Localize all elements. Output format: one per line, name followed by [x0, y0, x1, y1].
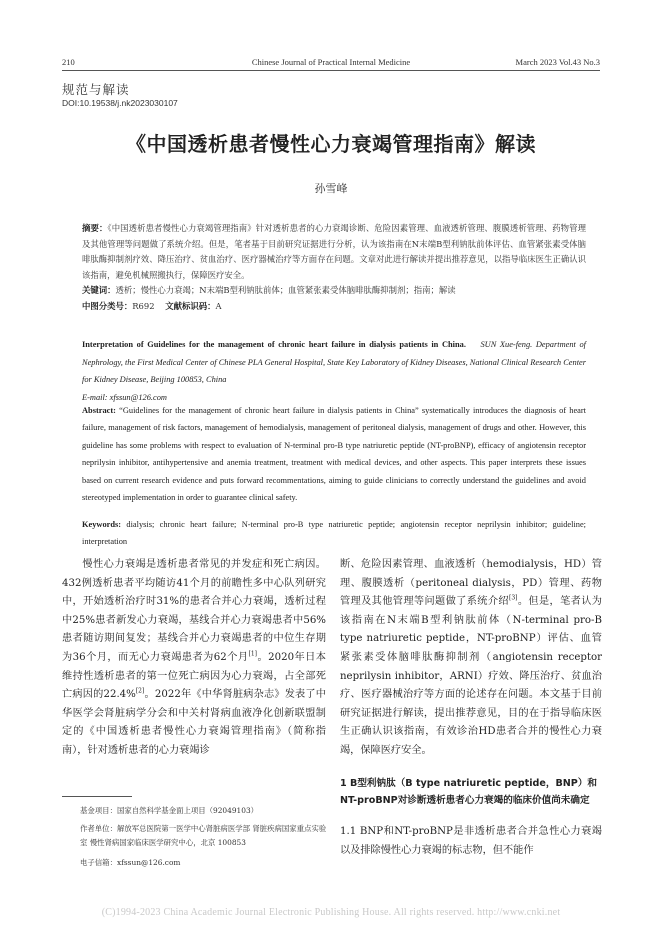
body-paragraph: 。但是，笔者认为该指南在N末端B型利钠肽前体（N-terminal pro-B type natriuretic peptide，NT-proBNP）评估、血管紧张素受体脑啡肽酶抑制剂（angiotensin receptor neprilysin inhibitor，ARNI）疗效、降压治疗、贫血治疗、医疗器械治疗等方面的论述存在问题。本文基于目前研究证据进行解读，提出推荐意见，目的在于指导临床医生正确认识该指南，有效诊治HD患者合并的慢性心力衰竭，保障医疗安全。: [340, 596, 602, 756]
english-title-block: [82, 336, 586, 406]
english-title: Interpretation of Guidelines for the management of chronic heart failure in dialysis patients in China.: [82, 340, 466, 349]
english-email: E-mail: xfssun@126.com: [82, 392, 167, 402]
clc-value: R692: [132, 300, 155, 311]
citation-1: [1]: [248, 650, 258, 658]
chinese-abstract-body: [82, 221, 586, 283]
body-paragraph: 断、危险因素管理、血液透析（hemodialysis，HD）管理、腹膜透析（peritoneal dialysis，PD）管理、药物管理及其他管理等问题做了系统介绍: [340, 559, 602, 608]
chinese-keywords: [82, 283, 586, 299]
classification: [82, 299, 586, 315]
english-abstract-label: Abstract:: [82, 406, 116, 415]
body-paragraph: 。2020年日本维持性透析患者的第一位死亡病因为心力衰竭，占全部死亡病因的22.4%: [62, 651, 326, 701]
english-keywords-label: Keywords:: [82, 520, 122, 529]
english-author: SUN Xue-feng.: [480, 340, 533, 349]
body-paragraph: 。2022年《中华肾脏病杂志》发表了中华医学会肾脏病学分会和中关村肾病血液净化创新联盟制定的《中国透析患者慢性心力衰竭管理指南》（简称指南），针对透析患者的心力衰竭诊: [62, 689, 326, 756]
english-keywords: [82, 516, 586, 551]
keywords-label: 关键词：: [82, 285, 116, 295]
abstract-text: 《中国透析患者慢性心力衰竭管理指南》针对透析患者的心力衰竭诊断、危险因素管理、血液透析管理、腹膜透析管理、药物管理及其他管理等问题做了系统介绍。但是，笔者基于目前研究证据进行分析，认为该指南在N末端B型利钠肽前体评估、血管紧张素受体脑啡肽酶抑制剂疗效、降压治疗、贫血治疗、医疗器械治疗等方面存在问题。文章对此进行解读并提出推荐意见，以指导临床医生正确认识该指南，避免机械照搬执行，保障医疗安全。: [82, 223, 586, 280]
body-paragraph: 慢性心力衰竭是透析患者常见的并发症和死亡病因。432例透析患者平均随访41个月的前瞻性多中心队列研究中，开始透析治疗时31%的患者合并心力衰竭，透析过程中25%患者新发心力衰竭，基线合并心力衰竭患者中56%患者随访期间复发；基线合并心力衰竭患者的中位生存期为36个月，而无心力衰竭患者为62个月: [62, 559, 326, 663]
doc-code-label: 文献标识码：: [165, 300, 216, 311]
chinese-abstract: [82, 221, 586, 314]
section-1-heading: 1 B型利钠肽（B type natriuretic peptide，BNP）和NT-proBNP对诊断透析患者心力衰竭的临床价值尚未确定: [340, 778, 598, 806]
english-keywords-text: dialysis; chronic heart failure; N-terminal pro-B type natriuretic peptide; angiotensin receptor neprilysin inhibitor; guideline; interpretation: [82, 520, 587, 547]
citation-3: [3]: [509, 594, 518, 602]
english-abstract: [82, 402, 586, 506]
journal-name: Chinese Journal of Practical Internal Medicine: [251, 57, 411, 67]
footnote-affiliation: 作者单位：解放军总医院第一医学中心肾脏病医学部 肾脏疾病国家重点实验室 慢性肾病国家临床医学研究中心，北京 100853: [80, 824, 327, 847]
abstract-label: 摘要：: [82, 223, 108, 233]
header-rule: [62, 70, 600, 71]
footnote-fund: 基金项目：国家自然科学基金面上项目（92049103）: [80, 806, 259, 815]
keywords-text: 透析；慢性心力衰竭；N末端B型利钠肽前体；血管紧张素受体脑啡肽酶抑制剂；指南；解读: [115, 285, 456, 295]
doi: DOI:10.19538/j.nk2023030107: [62, 98, 178, 108]
article-title: 《中国透析患者慢性心力衰竭管理指南》解读: [126, 132, 536, 156]
section-label: 规范与解读: [62, 82, 130, 97]
page-number: 210: [62, 57, 75, 67]
english-abstract-text: “Guidelines for the management of chronic heart failure in dialysis patients in China” systematically introduces the diagnosis of heart failure, management of risk factors, management of hemodialysis, management of peritoneal dialysis, management of drugs and other. However, this guideline has some problems with respect to evaluation of N-terminal pro-B type natriuretic peptide (NT-proBNP), efficacy of angiotensin receptor neprilysin inhibitor, antihypertensive and anemia treatment, treatment with medical devices, and other aspects. This paper interprets these issues based on current research evidence and puts forward recommentations, aiming to guide clinicians to correctly understand the guidelines and avoid stereotyped implementation in order to guarantee clinical safety.: [82, 406, 586, 503]
doc-code-value: A: [215, 300, 222, 311]
english-affiliation: Department of Nephrology, the First Medical Center of Chinese PLA General Hospital, State Key Laboratory of Kidney Diseases, National Clinical Research Center for Kidney Disease, Beijing 100853, China: [82, 340, 587, 384]
footnote-email: 电子信箱：xfssun@126.com: [80, 858, 181, 867]
copyright-footer: (C)1994-2023 China Academic Journal Electronic Publishing House. All rights reserved. http://www.cnki.net: [101, 907, 561, 918]
body-left-column: [62, 556, 326, 761]
footnote-rule: [62, 796, 132, 797]
issue-info: March 2023 Vol.43 No.3: [515, 57, 600, 67]
body-right-column: [340, 556, 602, 761]
section-1-1-text: 1.1 BNP和NT-proBNP是非透析患者合并急性心力衰竭以及排除慢性心力衰竭的标志物，但不能作: [340, 826, 602, 856]
author: 孙雪峰: [314, 182, 348, 195]
clc-label: 中图分类号：: [82, 300, 133, 311]
citation-2: [2]: [135, 687, 145, 695]
